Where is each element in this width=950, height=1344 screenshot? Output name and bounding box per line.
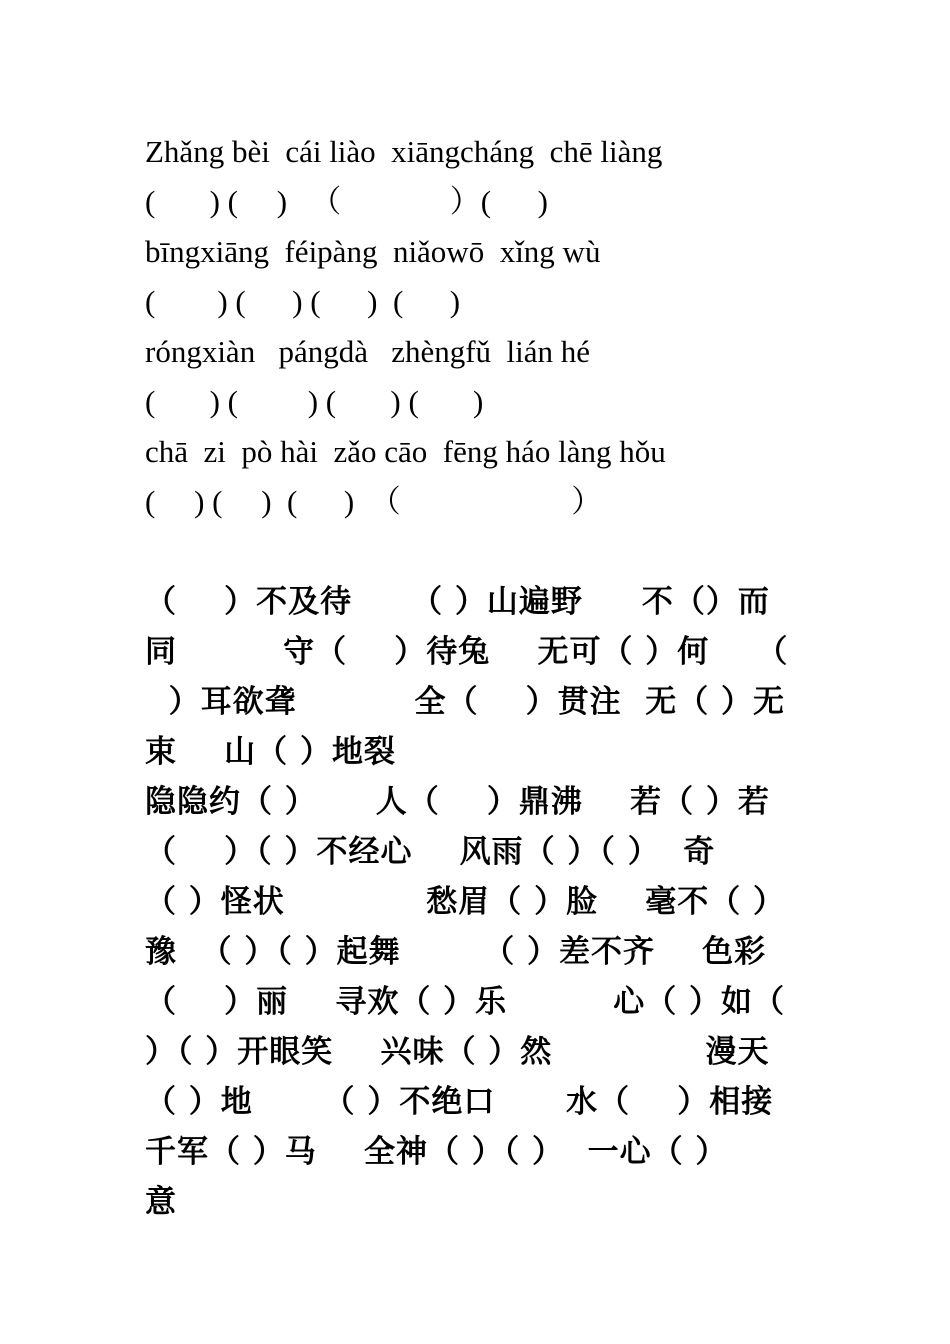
answer-blanks-line: ( ) ( ) ( ) （ ） [145,484,603,519]
idiom-line: 同 守（ ）待兔 无可（ ）何 （ [145,634,789,670]
idiom-line: 束 山（ ）地裂 [145,734,396,770]
answer-blanks-line: ( ) ( ) ( ) ( ) [145,284,461,319]
pinyin-line: Zhǎng bèi cái liào xiāngcháng chē liàng [145,134,663,169]
idiom-line: 隐隐约（ ） 人（ ）鼎沸 若（ ）若 [145,784,770,820]
section-gap [145,527,810,577]
idiom-line: （ ）（ ）不经心 风雨（ ）（ ） 奇 [145,834,716,870]
idiom-line: 意 [145,1184,177,1220]
idiom-fill-section [145,577,810,1227]
idiom-line: （ ）怪状 愁眉（ ）脸 毫不（ ） [145,884,786,920]
pinyin-line: bīngxiāng féipàng niǎowō xǐng wù [145,234,601,269]
idiom-line: ）耳欲聋 全（ ）贯注 无（ ）无 [145,684,786,720]
idiom-line: ）（ ）开眼笑 兴味（ ）然 漫天 [145,1034,770,1070]
pinyin-line: róngxiàn pángdà zhèngfǔ lián hé [145,334,591,369]
answer-blanks-line: ( ) ( ) （ ）( ) [145,184,548,219]
idiom-line: （ ）丽 寻欢（ ）乐 心（ ）如（ [145,984,786,1020]
answer-blanks-line: ( ) ( ) ( ) ( ) [145,384,484,419]
idiom-line: （ ）不及待 （ ）山遍野 不（）而 [145,584,770,620]
pinyin-section [145,127,810,527]
pinyin-line: chā zi pò hài zǎo cāo fēng háo làng hǒu [145,434,666,469]
idiom-line: （ ）地 （ ）不绝口 水（ ）相接 [145,1084,774,1120]
idiom-line: 千军（ ）马 全神（ ）（ ） 一心（ ） [145,1134,728,1170]
idiom-line: 豫 （ ）（ ）起舞 （ ）差不齐 色彩 [145,934,767,970]
worksheet-content [145,127,810,1227]
